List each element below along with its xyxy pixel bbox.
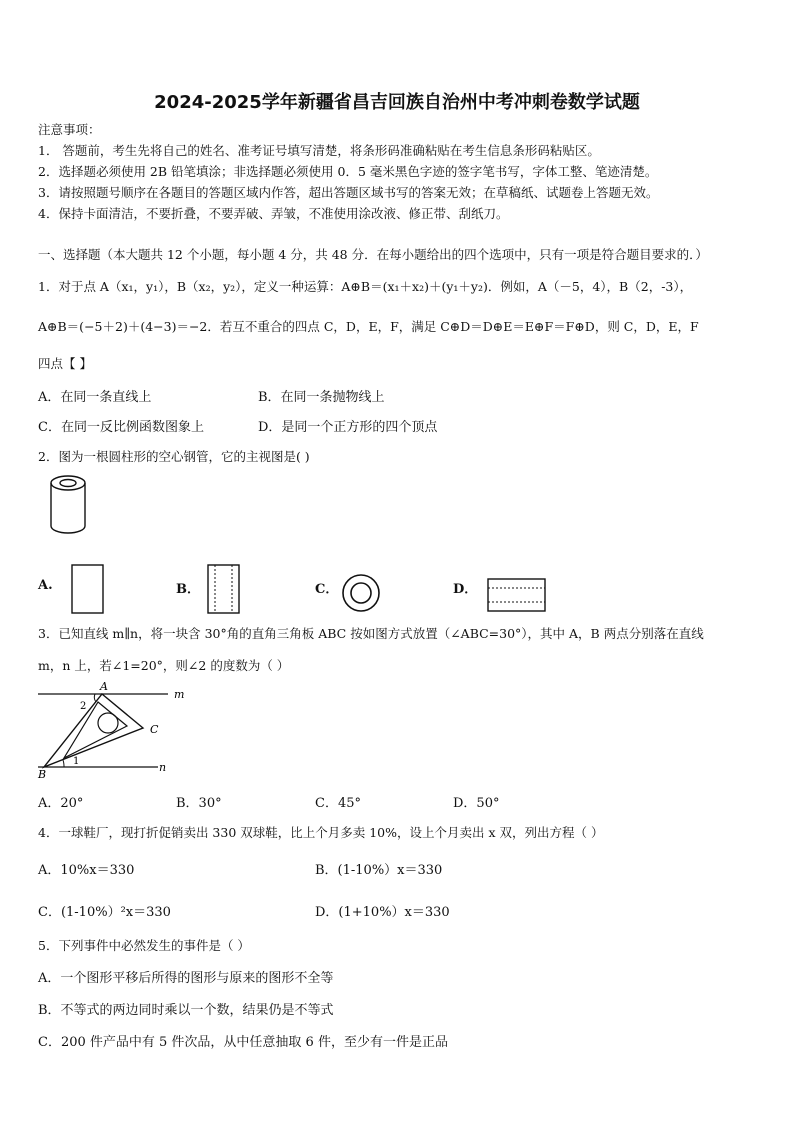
q3-option-c: C．45°	[315, 796, 361, 811]
q3-option-b: B．30°	[176, 796, 222, 811]
q4-stem: 4．一球鞋厂，现打折促销卖出 330 双球鞋，比上个月多卖 10%，设上个月卖出 x 双，列出方程（ ）	[38, 825, 604, 840]
q1-line2: A⊕B＝(−5＋2)＋(4−3)＝−2．若互不重合的四点 C，D，E，F，满足 C⊕D＝D⊕E＝E⊕F＝F⊕D，则 C，D，E，F	[38, 319, 699, 334]
page-title: 2024-2025学年新疆省昌吉回族自治州中考冲刺卷数学试题	[154, 92, 640, 113]
point-a-label: A	[100, 680, 108, 693]
q2-option-a-label: A.	[38, 578, 53, 593]
q4-option-a: A．10%x＝330	[38, 863, 135, 878]
q4-option-b: B．(1-10%）x＝330	[315, 863, 443, 878]
notice-item-2: 2．选择题必须使用 2B 铅笔填涂；非选择题必须使用 0．5 毫米黑色字迹的签字笔书写，字体工整、笔迹清楚。	[38, 164, 658, 179]
line-m-label: m	[174, 688, 185, 701]
q4-option-c: C．(1-10%）²x＝330	[38, 905, 171, 920]
triangle-parallel-lines-figure	[36, 678, 186, 784]
point-b-label: B	[38, 768, 47, 781]
q2-option-c-figure	[340, 572, 382, 614]
notice-item-3: 3．请按照题号顺序在各题目的答题区域内作答，超出答题区域书写的答案无效；在草稿纸、试题卷上答题无效。	[38, 185, 659, 200]
q1-option-a: A．在同一条直线上	[38, 390, 152, 405]
q1-option-d: D．是同一个正方形的四个顶点	[258, 420, 438, 435]
q3-option-a: A．20°	[38, 796, 84, 811]
section-heading: 一、选择题（本大题共 12 个小题，每小题 4 分，共 48 分．在每小题给出的四个选项中，只有一项是符合题目要求的．）	[38, 247, 708, 262]
angle-1-label: 1	[73, 756, 80, 767]
q5-option-a: A．一个图形平移后所得的图形与原来的图形不全等	[38, 971, 334, 986]
q1-option-c: C．在同一反比例函数图象上	[38, 420, 204, 435]
q2-option-d-label: D．	[453, 582, 478, 597]
q3-option-d: D．50°	[453, 796, 500, 811]
q2-stem: 2．图为一根圆柱形的空心钢管，它的主视图是( )	[38, 449, 310, 464]
q4-option-d: D．(1+10%）x＝330	[315, 905, 450, 920]
q5-stem: 5．下列事件中必然发生的事件是（ ）	[38, 938, 250, 953]
q2-option-d-figure	[486, 576, 548, 614]
q1-line3: 四点【 】	[38, 356, 92, 371]
q3-line1: 3．已知直线 m∥n，将一块含 30°角的直角三角板 ABC 按如图方式放置（∠ABC=30°），其中 A，B 两点分别落在直线	[38, 626, 704, 641]
angle-2-label: 2	[80, 701, 87, 712]
q5-option-c: C．200 件产品中有 5 件次品，从中任意抽取 6 件，至少有一件是正品	[38, 1035, 448, 1050]
notice-item-4: 4．保持卡面清洁，不要折叠，不要弄破、弄皱，不准使用涂改液、修正带、刮纸刀。	[38, 206, 509, 221]
q2-option-b-figure	[206, 563, 242, 615]
hollow-pipe-figure	[48, 474, 98, 536]
q3-line2: m，n 上，若∠1=20°，则∠2 的度数为（ ）	[38, 658, 290, 673]
notice-heading: 注意事项：	[38, 122, 101, 137]
line-n-label: n	[159, 761, 167, 774]
notice-item-1: 1． 答题前，考生先将自己的姓名、准考证号填写清楚，将条形码准确粘贴在考生信息条形码粘贴区。	[38, 143, 600, 158]
q2-option-a-figure	[70, 563, 106, 615]
q1-line1: 1．对于点 A（x₁，y₁），B（x₂，y₂），定义一种运算：A⊕B＝(x₁＋x₂)＋(y₁＋y₂)．例如，A（－5，4），B（2，-3），	[38, 279, 693, 294]
q1-option-b: B．在同一条抛物线上	[258, 390, 385, 405]
q2-option-b-label: B．	[176, 582, 200, 597]
q2-option-c-label: C．	[315, 582, 339, 597]
q5-option-b: B．不等式的两边同时乘以一个数，结果仍是不等式	[38, 1003, 334, 1018]
point-c-label: C	[150, 723, 159, 736]
